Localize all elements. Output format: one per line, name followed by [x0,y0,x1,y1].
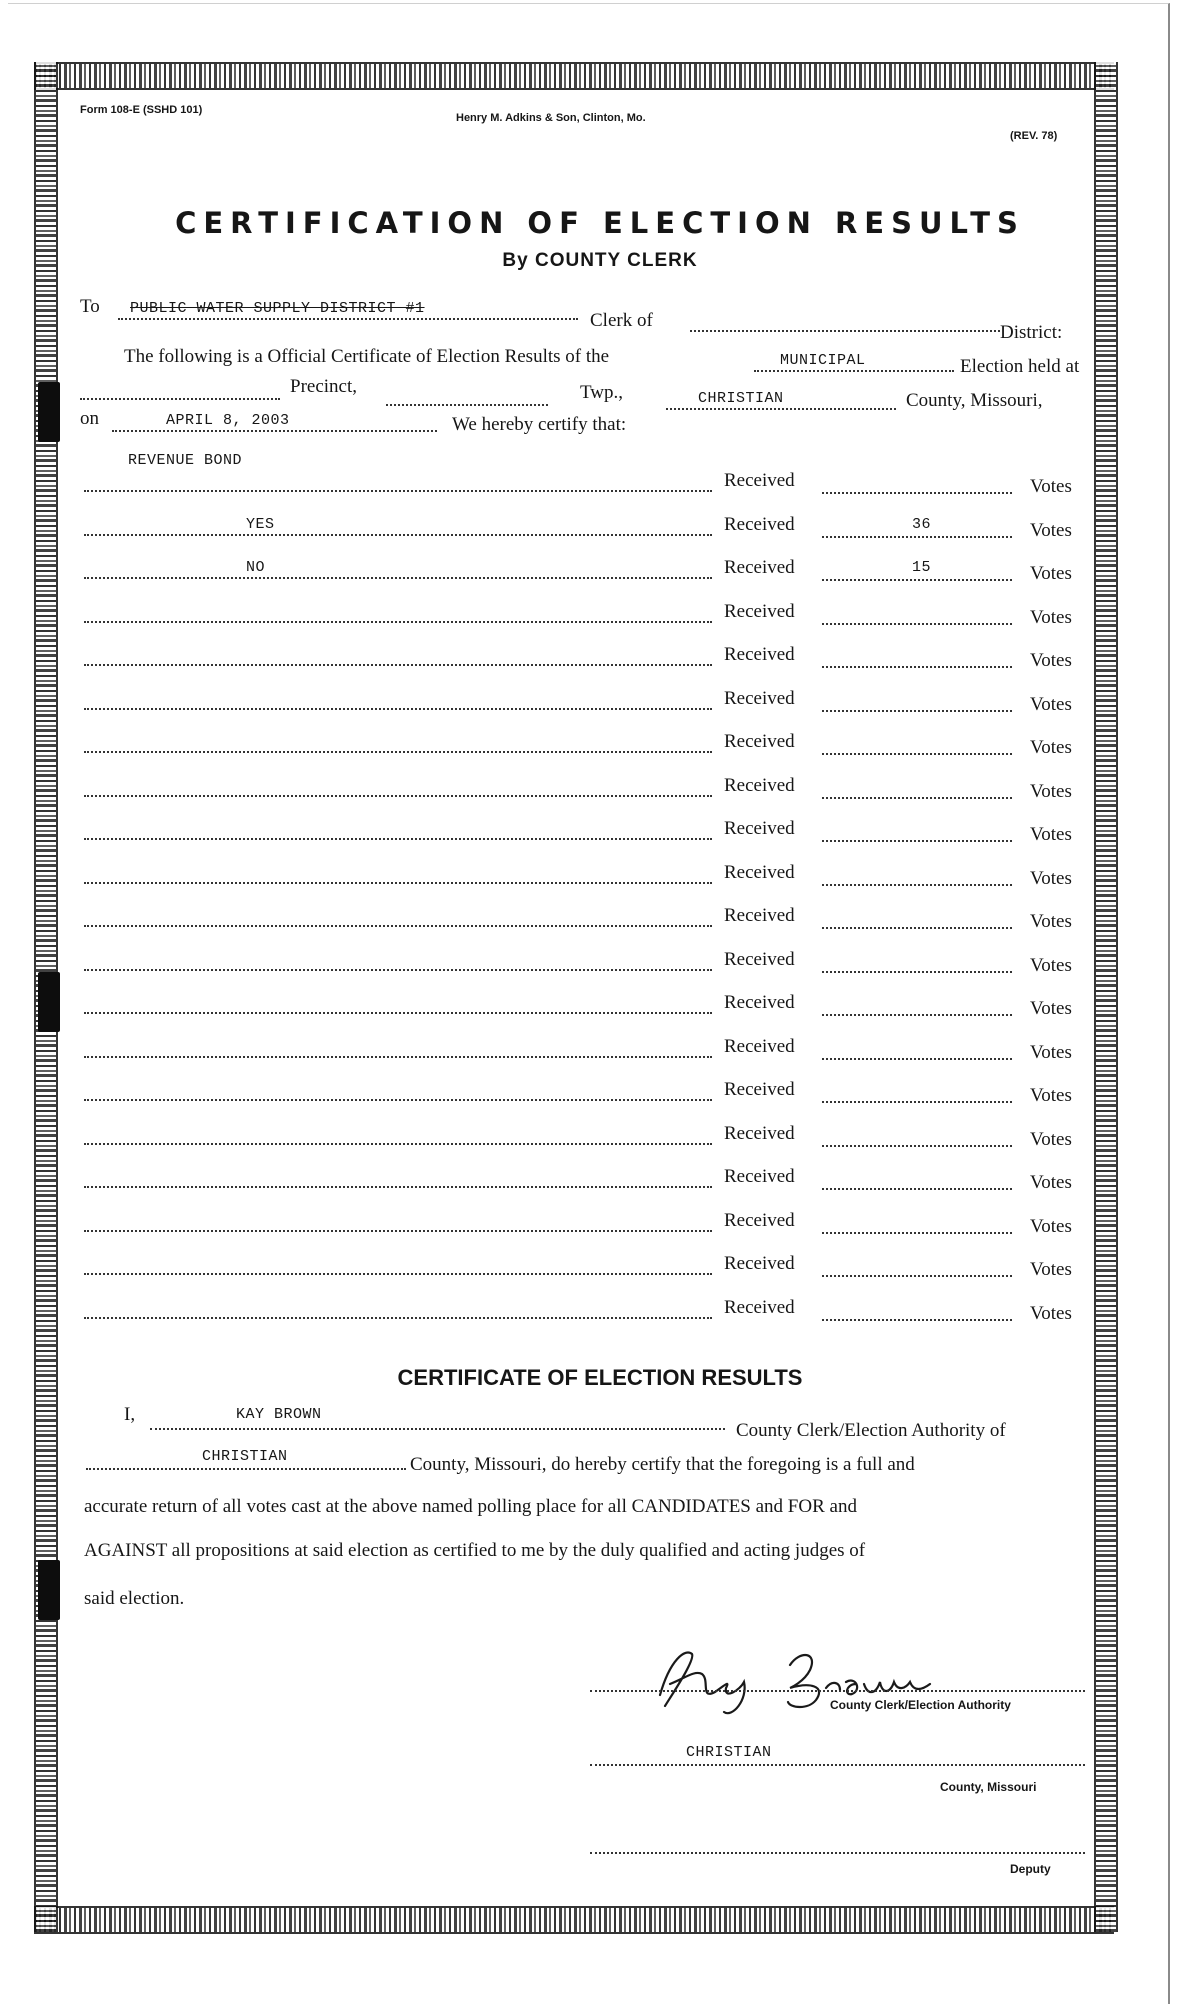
received-label: Received [724,688,795,709]
count-line [822,1188,1012,1190]
votes-label: Votes [1030,650,1072,671]
received-label: Received [724,644,795,665]
result-row [0,731,1200,771]
cert-county-line [86,1468,406,1470]
ornamental-border-top [34,62,1114,90]
votes-label: Votes [1030,1172,1072,1193]
row-label-line [84,1143,712,1145]
precinct-line [80,398,280,400]
votes-label: Votes [1030,520,1072,541]
count-line [822,840,1012,842]
count-line [822,1275,1012,1277]
certificate-title: CERTIFICATE OF ELECTION RESULTS [397,1365,803,1390]
row-label-line [84,577,712,579]
result-row [0,1123,1200,1163]
row-label: NO [246,559,266,576]
count-line [822,579,1012,581]
row-label: YES [246,516,275,533]
form-number: Form 108-E (SSHD 101) [80,104,203,116]
count-line [822,492,1012,494]
result-row [0,1210,1200,1250]
row-label-line [84,1099,712,1101]
result-row [0,557,1200,597]
votes-label: Votes [1030,737,1072,758]
votes-label: Votes [1030,955,1072,976]
precinct-label: Precinct, [290,376,358,397]
row-label-line [84,1186,712,1188]
sig-county-line [590,1764,1085,1766]
received-label: Received [724,1079,795,1100]
election-type-line [754,370,954,372]
result-row [0,1036,1200,1076]
votes-label: Votes [1030,1216,1072,1237]
to-label: To [80,296,100,317]
count-line [822,1058,1012,1060]
result-row [0,905,1200,945]
result-row [0,1297,1200,1337]
count-line [822,1232,1012,1234]
election-type: MUNICIPAL [780,352,866,369]
count-line [822,797,1012,799]
precinct-value-line [386,404,548,406]
binder-clip-mark [38,1560,60,1620]
row-label: REVENUE BOND [128,452,243,469]
row-label-line [84,751,712,753]
result-row [0,949,1200,989]
received-label: Received [724,862,795,883]
received-label: Received [724,818,795,839]
received-label: Received [724,1166,795,1187]
to-line [118,318,578,320]
votes-label: Votes [1030,1129,1072,1150]
count-line [822,1145,1012,1147]
votes-label: Votes [1030,563,1072,584]
votes-label: Votes [1030,694,1072,715]
received-label: Received [724,1297,795,1318]
count-line [822,666,1012,668]
received-label: Received [724,514,795,535]
signature-caption: County Clerk/Election Authority [830,1698,1011,1712]
votes-label: Votes [1030,868,1072,889]
received-label: Received [724,601,795,622]
count-line [822,1101,1012,1103]
cert-county-value: CHRISTIAN [202,1448,288,1465]
twp-label: Twp., [580,382,624,403]
clerk-name-line [150,1428,725,1430]
document-subtitle: By COUNTY CLERK [502,250,698,271]
row-label-line [84,969,712,971]
count-line [822,971,1012,973]
row-label-line [84,882,712,884]
votes-label: Votes [1030,781,1072,802]
received-label: Received [724,775,795,796]
row-label-line [84,664,712,666]
votes-label: Votes [1030,998,1072,1019]
received-label: Received [724,905,795,926]
row-label-line [84,490,712,492]
received-label: Received [724,1036,795,1057]
row-label-line [84,708,712,710]
ornamental-border-bottom [34,1906,1114,1934]
row-label-line [84,1273,712,1275]
printer-credit: Henry M. Adkins & Son, Clinton, Mo. [456,112,646,124]
deputy-caption: Deputy [1010,1862,1051,1876]
received-label: Received [724,731,795,752]
result-row [0,818,1200,858]
count-line [822,536,1012,538]
result-row [0,1079,1200,1119]
county-caption: County, Missouri [940,1780,1037,1794]
authority-text: County Clerk/Election Authority of [736,1420,1006,1441]
on-label: on [80,408,99,429]
revision-number: (REV. 78) [1010,130,1058,142]
cert-line-3: accurate return of all votes cast at the above named polling place for all CANDIDATES and FOR and [84,1496,857,1517]
votes-label: Votes [1030,607,1072,628]
row-label-line [84,1317,712,1319]
row-label-line [84,1056,712,1058]
twp-line [666,408,896,410]
cert-line-4: AGAINST all propositions at said election as certified to me by the duly qualified and acting judges of [84,1540,866,1561]
binder-clip-mark [38,382,60,442]
clerk-of-line [690,330,1000,332]
votes-label: Votes [1030,476,1072,497]
received-label: Received [724,1123,795,1144]
signature-line [590,1690,1085,1692]
row-label-line [84,621,712,623]
result-row [0,1253,1200,1293]
cert-line-5: said election. [84,1588,185,1609]
count-line [822,623,1012,625]
count-line [822,1014,1012,1016]
date-value: APRIL 8, 2003 [166,412,290,429]
result-row [0,992,1200,1032]
i-label: I, [124,1404,136,1425]
vote-count: 36 [912,516,932,533]
result-row [0,601,1200,641]
county-missouri-label: County, Missouri, [906,390,1043,411]
vote-count: 15 [912,559,932,576]
count-line [822,1319,1012,1321]
result-row [0,1166,1200,1206]
count-line [822,710,1012,712]
cert-line-2: County, Missouri, do hereby certify that the foregoing is a full and [410,1454,915,1475]
to-value: PUBLIC WATER SUPPLY DISTRICT #1 [130,300,425,317]
count-line [822,884,1012,886]
row-label-line [84,795,712,797]
votes-label: Votes [1030,911,1072,932]
received-label: Received [724,992,795,1013]
votes-label: Votes [1030,1303,1072,1324]
result-row [0,688,1200,728]
votes-label: Votes [1030,1042,1072,1063]
date-line [112,430,437,432]
result-row [0,514,1200,554]
result-row [0,862,1200,902]
result-row [0,775,1200,815]
row-label-line [84,1230,712,1232]
following-text: The following is a Official Certificate of Election Results of the [124,346,610,367]
clerk-of-label: Clerk of [590,310,653,331]
votes-label: Votes [1030,1259,1072,1280]
received-label: Received [724,470,795,491]
received-label: Received [724,1210,795,1231]
received-label: Received [724,557,795,578]
received-label: Received [724,949,795,970]
deputy-line [590,1852,1085,1854]
election-held-text: Election held at [960,356,1080,377]
row-label-line [84,838,712,840]
row-label-line [84,534,712,536]
sig-county-value: CHRISTIAN [686,1744,772,1761]
district-label: District: [1000,322,1063,343]
clerk-name: KAY BROWN [236,1406,322,1423]
document-title: CERTIFICATION OF ELECTION RESULTS [175,206,1025,240]
received-label: Received [724,1253,795,1274]
votes-label: Votes [1030,1085,1072,1106]
result-row [0,452,1200,510]
result-row [0,644,1200,684]
certify-text: We hereby certify that: [452,414,627,435]
count-line [822,753,1012,755]
votes-label: Votes [1030,824,1072,845]
row-label-line [84,1012,712,1014]
count-line [822,927,1012,929]
county-value: CHRISTIAN [698,390,784,407]
row-label-line [84,925,712,927]
